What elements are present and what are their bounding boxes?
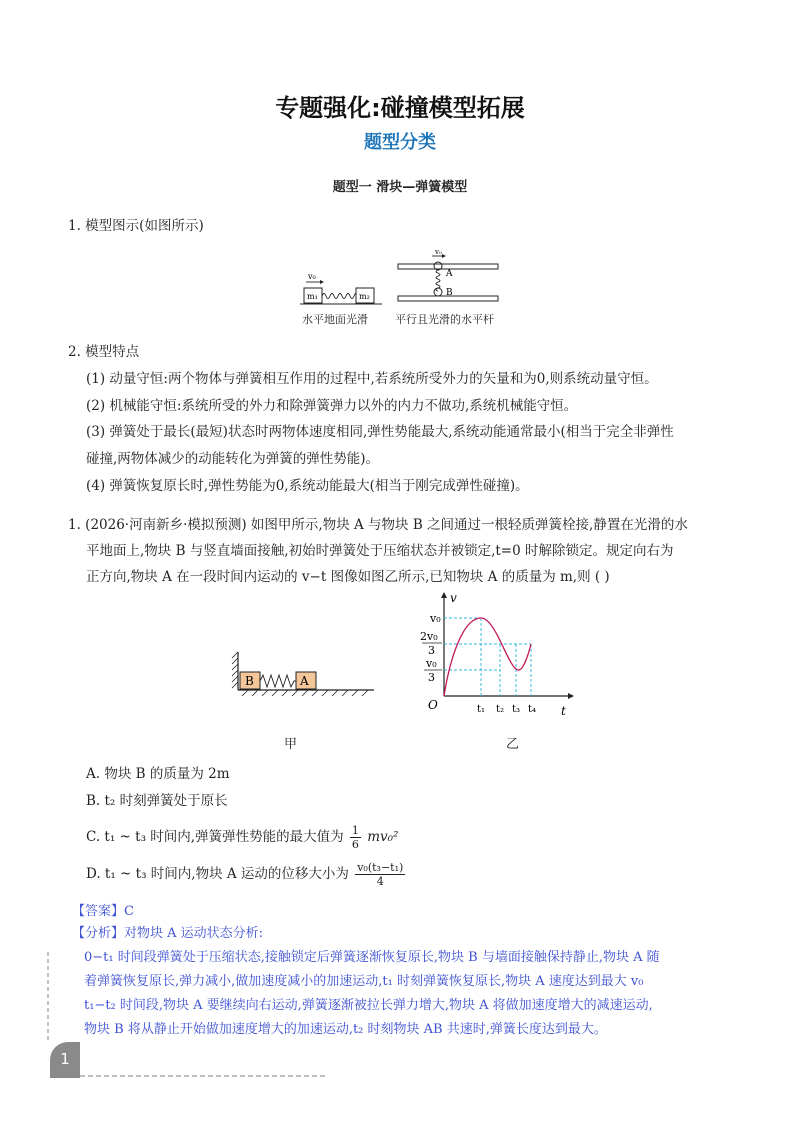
caption-yi: 乙 [506, 737, 520, 752]
tick-t2: t₂ [496, 704, 505, 715]
page-subtitle: 题型分类 [364, 132, 436, 153]
item2-line-2: (2) 机械能守恒:系统所受的外力和除弹簧弹力以外的内力不做功,系统机械能守恒。 [86, 398, 578, 414]
option-c [86, 824, 398, 851]
option-c-expr: mv₀² [367, 829, 399, 845]
analysis-line-1: 0−t₁ 时间段弹簧处于压缩状态,接触锁定后弹簧逐渐恢复原长,物块 B 与墙面接触保持静止,物块 A 随 [84, 950, 660, 965]
page-number: 1 [60, 1050, 70, 1068]
tick-t1: t₁ [477, 704, 486, 715]
option-d-numerator: v₀(t₃−t₁) [357, 861, 404, 874]
block-b-label: B [245, 674, 254, 688]
origin-label: O [428, 698, 438, 712]
y-label-v0-b: v₀ [426, 657, 437, 670]
option-c-numerator: 1 [351, 824, 359, 837]
item1-heading: 1. 模型图示(如图所示) [68, 218, 204, 234]
option-b: B. t₂ 时刻弹簧处于原长 [86, 793, 228, 809]
y-label-3-b: 3 [428, 671, 435, 684]
figure-yi-vt-graph [418, 588, 578, 722]
v0-label-right: v₀ [435, 248, 442, 256]
question-line-1: 1. (2026·河南新乡·模拟预测) 如图甲所示,物块 A 与物块 B 之间通过一根轻质弹簧栓接,静置在光滑的水 [68, 517, 688, 533]
option-c-text: C. t₁ ~ t₃ 时间内,弹簧弹性势能的最大值为 [86, 829, 344, 845]
option-c-denominator: 6 [351, 838, 359, 851]
option-d-text: D. t₁ ~ t₃ 时间内,物块 A 运动的位移大小为 [86, 866, 349, 882]
block-a-label: A [300, 674, 309, 688]
y-label-3: 3 [428, 644, 435, 657]
ring-a-label: A [446, 269, 453, 279]
option-d-denominator: 4 [376, 875, 384, 888]
page-title: 专题强化:碰撞模型拓展 [275, 94, 525, 122]
analysis-line-3: t₁−t₂ 时间段,物块 A 要继续向右运动,弹簧逐渐被拉长弹力增大,物块 A 将做加速度增大的减速运动, [84, 998, 653, 1013]
option-d-fraction [355, 861, 405, 888]
analysis-label: 【分析】对物块 A 运动状态分析: [72, 926, 264, 941]
m1-label: m₁ [307, 292, 318, 301]
v0-label: v₀ [308, 272, 316, 281]
tick-t3: t₃ [512, 704, 521, 715]
figure-jia [228, 648, 378, 706]
axis-v-label: v [450, 591, 457, 605]
axis-t-label: t [561, 704, 566, 718]
model-figure-right [396, 246, 502, 310]
item2-line-1: (1) 动量守恒:两个物体与弹簧相互作用的过程中,若系统所受外力的矢量和为0,则系统动量守恒。 [86, 371, 658, 387]
model-figure-left [296, 270, 386, 310]
item2-line-3: (3) 弹簧处于最长(最短)状态时两物体速度相同,弹性势能最大,系统动能通常最小(相当于完全非弹性 [86, 424, 674, 440]
tick-t4: t₄ [528, 704, 537, 715]
y-label-v0: v₀ [430, 612, 441, 625]
caption-right: 平行且光滑的水平杆 [395, 313, 494, 326]
option-a: A. 物块 B 的质量为 2m [86, 766, 230, 782]
page-corner-decoration [40, 950, 330, 1080]
item2-line-5: (4) 弹簧恢复原长时,弹性势能为0,系统动能最大(相当于刚完成弹性碰撞)。 [86, 478, 529, 494]
item2-line-4: 碰撞,两物体减少的动能转化为弹簧的弹性势能)。 [86, 451, 380, 467]
section-heading: 题型一 滑块—弹簧模型 [332, 180, 468, 195]
caption-left: 水平地面光滑 [302, 313, 368, 326]
option-d [86, 861, 407, 888]
y-label-2v0: 2v₀ [420, 630, 438, 643]
caption-jia: 甲 [284, 737, 298, 752]
option-c-fraction [350, 824, 361, 851]
item2-heading: 2. 模型特点 [68, 344, 140, 360]
question-line-2: 平地面上,物块 B 与竖直墙面接触,初始时弹簧处于压缩状态并被锁定,t=0 时解除锁定。规定向右为 [86, 543, 674, 559]
ring-b-label: B [446, 288, 453, 298]
question-line-3: 正方向,物块 A 在一段时间内运动的 v−t 图像如图乙所示,已知物块 A 的质量为 m,则 ( ) [86, 569, 610, 585]
answer-label: 【答案】C [72, 904, 134, 919]
analysis-line-4: 物块 B 将从静止开始做加速度增大的加速运动,t₂ 时刻物块 AB 共速时,弹簧长度达到最大。 [84, 1022, 607, 1037]
analysis-line-2: 着弹簧恢复原长,弹力减小,做加速度减小的加速运动,t₁ 时刻弹簧恢复原长,物块 A 速度达到最大 v₀ [84, 974, 644, 989]
m2-label: m₂ [359, 292, 370, 301]
